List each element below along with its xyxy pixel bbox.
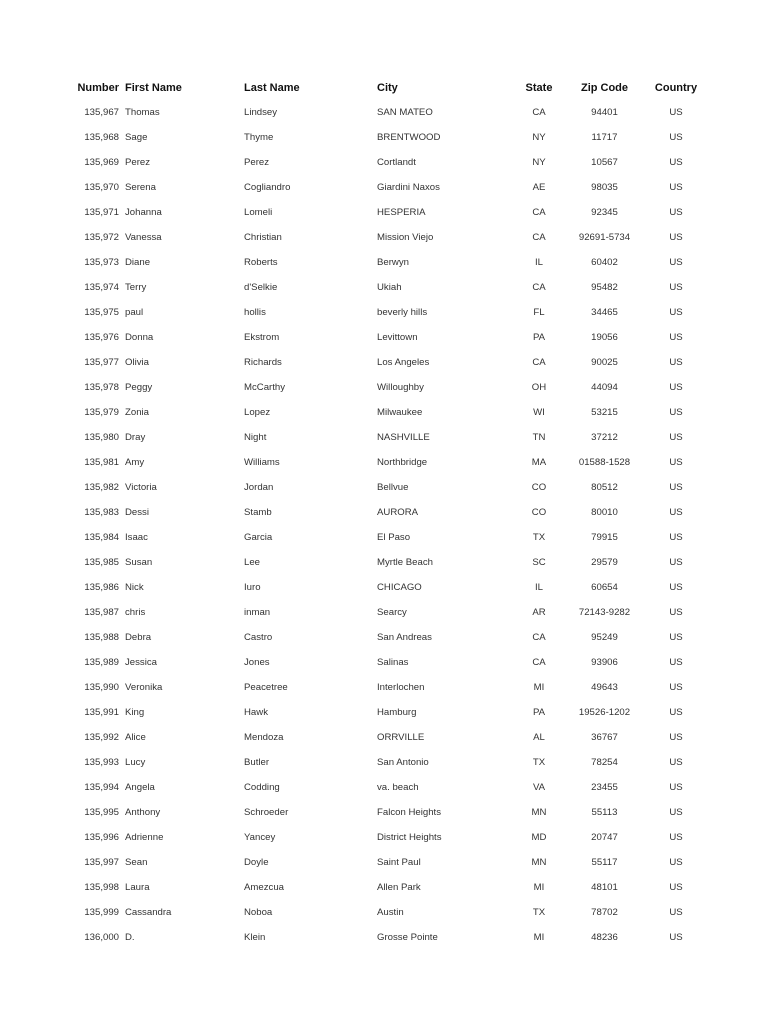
cell-state: CA bbox=[532, 107, 546, 118]
cell-number: 136,000 bbox=[84, 932, 119, 943]
cell-last-name: Iuro bbox=[244, 582, 261, 593]
cell-last-name: Garcia bbox=[244, 532, 273, 543]
cell-state: CO bbox=[531, 482, 547, 493]
cell-state: NY bbox=[532, 132, 546, 143]
header-city: City bbox=[377, 81, 398, 94]
cell-city: Allen Park bbox=[377, 882, 421, 893]
cell-first-name: Cassandra bbox=[125, 907, 172, 918]
cell-first-name: Susan bbox=[125, 557, 153, 568]
table-row bbox=[64, 450, 707, 475]
cell-zip-code: 48236 bbox=[591, 932, 618, 943]
header-zip-code: Zip Code bbox=[580, 81, 629, 94]
cell-country: US bbox=[669, 132, 683, 143]
table-row bbox=[64, 850, 707, 875]
cell-state: AL bbox=[533, 732, 545, 743]
cell-state: CA bbox=[532, 632, 546, 643]
table-row bbox=[64, 700, 707, 725]
cell-number: 135,993 bbox=[84, 757, 119, 768]
table-row bbox=[64, 575, 707, 600]
cell-zip-code: 80512 bbox=[591, 482, 618, 493]
cell-city: Interlochen bbox=[377, 682, 425, 693]
cell-zip-code: 48101 bbox=[591, 882, 618, 893]
table-row bbox=[64, 650, 707, 675]
cell-city: va. beach bbox=[377, 782, 419, 793]
cell-state: VA bbox=[532, 782, 546, 793]
cell-first-name: Victoria bbox=[125, 482, 157, 493]
cell-number: 135,999 bbox=[84, 907, 119, 918]
cell-country: US bbox=[669, 782, 683, 793]
cell-zip-code: 20747 bbox=[591, 832, 618, 843]
cell-zip-code: 94401 bbox=[591, 107, 618, 118]
cell-number: 135,973 bbox=[84, 257, 119, 268]
cell-country: US bbox=[669, 207, 683, 218]
cell-last-name: Klein bbox=[244, 932, 266, 943]
cell-first-name: chris bbox=[125, 607, 146, 618]
cell-number: 135,982 bbox=[84, 482, 119, 493]
table-row bbox=[64, 675, 707, 700]
cell-first-name: Anthony bbox=[125, 807, 161, 818]
cell-country: US bbox=[669, 157, 683, 168]
cell-zip-code: 34465 bbox=[591, 307, 618, 318]
cell-first-name: Alice bbox=[125, 732, 146, 743]
cell-city: Los Angeles bbox=[377, 357, 430, 368]
cell-country: US bbox=[669, 257, 683, 268]
cell-city: Levittown bbox=[377, 332, 418, 343]
cell-country: US bbox=[669, 882, 683, 893]
cell-city: Milwaukee bbox=[377, 407, 423, 418]
cell-zip-code: 19526-1202 bbox=[578, 707, 631, 718]
cell-city: Willoughby bbox=[377, 382, 424, 393]
cell-last-name: inman bbox=[244, 607, 271, 618]
cell-state: MN bbox=[531, 807, 547, 818]
table-row bbox=[64, 300, 707, 325]
cell-city: NASHVILLE bbox=[377, 432, 430, 443]
table-row bbox=[64, 150, 707, 175]
cell-last-name: Mendoza bbox=[244, 732, 284, 743]
cell-state: MA bbox=[531, 457, 547, 468]
header-last-name: Last Name bbox=[244, 81, 300, 94]
table-row bbox=[64, 900, 707, 925]
cell-zip-code: 60654 bbox=[591, 582, 618, 593]
cell-zip-code: 01588-1528 bbox=[578, 457, 631, 468]
table-row bbox=[64, 525, 707, 550]
cell-last-name: hollis bbox=[244, 307, 266, 318]
cell-first-name: paul bbox=[125, 307, 144, 318]
cell-state: CA bbox=[532, 232, 546, 243]
cell-first-name: Peggy bbox=[125, 382, 153, 393]
cell-zip-code: 92345 bbox=[591, 207, 618, 218]
cell-city: CHICAGO bbox=[377, 582, 422, 593]
customer-table bbox=[64, 75, 707, 950]
cell-country: US bbox=[669, 407, 683, 418]
cell-city: Grosse Pointe bbox=[377, 932, 438, 943]
cell-number: 135,975 bbox=[84, 307, 119, 318]
cell-state: NY bbox=[532, 157, 546, 168]
cell-first-name: Debra bbox=[125, 632, 152, 643]
cell-zip-code: 92691-5734 bbox=[578, 232, 631, 243]
cell-last-name: Cogliandro bbox=[244, 182, 291, 193]
cell-first-name: Terry bbox=[125, 282, 147, 293]
cell-city: Giardini Naxos bbox=[377, 182, 440, 193]
cell-country: US bbox=[669, 657, 683, 668]
cell-first-name: Donna bbox=[125, 332, 154, 343]
cell-zip-code: 95249 bbox=[591, 632, 618, 643]
cell-number: 135,992 bbox=[84, 732, 119, 743]
cell-number: 135,988 bbox=[84, 632, 119, 643]
cell-first-name: Veronika bbox=[125, 682, 163, 693]
cell-city: Myrtle Beach bbox=[377, 557, 433, 568]
cell-number: 135,991 bbox=[84, 707, 119, 718]
cell-last-name: Schroeder bbox=[244, 807, 289, 818]
cell-country: US bbox=[669, 457, 683, 468]
cell-number: 135,984 bbox=[84, 532, 119, 543]
header-state: State bbox=[525, 81, 553, 94]
cell-number: 135,981 bbox=[84, 457, 119, 468]
cell-first-name: Perez bbox=[125, 157, 151, 168]
cell-zip-code: 49643 bbox=[591, 682, 618, 693]
cell-state: TN bbox=[532, 432, 546, 443]
cell-country: US bbox=[669, 232, 683, 243]
cell-state: MI bbox=[533, 932, 545, 943]
cell-country: US bbox=[669, 182, 683, 193]
cell-country: US bbox=[669, 857, 683, 868]
cell-country: US bbox=[669, 532, 683, 543]
cell-state: MD bbox=[531, 832, 547, 843]
cell-state: CA bbox=[532, 657, 546, 668]
cell-last-name: Christian bbox=[244, 232, 282, 243]
cell-last-name: Lee bbox=[244, 557, 261, 568]
cell-country: US bbox=[669, 707, 683, 718]
cell-state: PA bbox=[532, 332, 546, 343]
cell-city: beverly hills bbox=[377, 307, 428, 318]
table-body bbox=[64, 100, 707, 950]
cell-city: ORRVILLE bbox=[377, 732, 425, 743]
table-row bbox=[64, 350, 707, 375]
table-row bbox=[64, 925, 707, 950]
cell-last-name: Peacetree bbox=[244, 682, 288, 693]
cell-city: Falcon Heights bbox=[377, 807, 441, 818]
cell-country: US bbox=[669, 557, 683, 568]
cell-number: 135,976 bbox=[84, 332, 119, 343]
cell-last-name: Hawk bbox=[244, 707, 268, 718]
table-row bbox=[64, 475, 707, 500]
cell-city: Hamburg bbox=[377, 707, 417, 718]
cell-number: 135,977 bbox=[84, 357, 119, 368]
cell-number: 135,968 bbox=[84, 132, 119, 143]
cell-first-name: Dessi bbox=[125, 507, 149, 518]
table-row bbox=[64, 125, 707, 150]
cell-last-name: Noboa bbox=[244, 907, 273, 918]
table-row bbox=[64, 400, 707, 425]
cell-country: US bbox=[669, 307, 683, 318]
cell-number: 135,974 bbox=[84, 282, 119, 293]
cell-last-name: Richards bbox=[244, 357, 282, 368]
cell-country: US bbox=[669, 432, 683, 443]
cell-zip-code: 60402 bbox=[591, 257, 618, 268]
cell-first-name: Thomas bbox=[125, 107, 160, 118]
cell-last-name: Lindsey bbox=[244, 107, 278, 118]
cell-number: 135,986 bbox=[84, 582, 119, 593]
cell-city: Ukiah bbox=[377, 282, 402, 293]
cell-zip-code: 72143-9282 bbox=[578, 607, 631, 618]
cell-country: US bbox=[669, 832, 683, 843]
table-row bbox=[64, 550, 707, 575]
cell-first-name: Angela bbox=[125, 782, 155, 793]
cell-state: MI bbox=[533, 682, 545, 693]
cell-last-name: Lomeli bbox=[244, 207, 273, 218]
cell-zip-code: 23455 bbox=[591, 782, 618, 793]
cell-first-name: Olivia bbox=[125, 357, 149, 368]
cell-number: 135,987 bbox=[84, 607, 119, 618]
cell-state: MI bbox=[533, 882, 545, 893]
cell-last-name: Thyme bbox=[244, 132, 274, 143]
cell-city: Bellvue bbox=[377, 482, 409, 493]
cell-last-name: Stamb bbox=[244, 507, 272, 518]
cell-country: US bbox=[669, 632, 683, 643]
cell-number: 135,983 bbox=[84, 507, 119, 518]
cell-last-name: Castro bbox=[244, 632, 273, 643]
cell-last-name: McCarthy bbox=[244, 382, 286, 393]
cell-last-name: Amezcua bbox=[244, 882, 284, 893]
table-row bbox=[64, 325, 707, 350]
cell-state: IL bbox=[534, 257, 543, 268]
cell-number: 135,969 bbox=[84, 157, 119, 168]
header-number: Number bbox=[77, 81, 119, 94]
cell-zip-code: 78702 bbox=[591, 907, 618, 918]
cell-state: WI bbox=[533, 407, 545, 418]
cell-city: El Paso bbox=[377, 532, 411, 543]
cell-last-name: Roberts bbox=[244, 257, 278, 268]
cell-first-name: Sage bbox=[125, 132, 148, 143]
cell-city: Cortlandt bbox=[377, 157, 416, 168]
cell-state: MN bbox=[531, 857, 547, 868]
table-row bbox=[64, 875, 707, 900]
cell-number: 135,971 bbox=[84, 207, 119, 218]
cell-city: BRENTWOOD bbox=[377, 132, 441, 143]
cell-country: US bbox=[669, 357, 683, 368]
cell-first-name: Laura bbox=[125, 882, 150, 893]
cell-country: US bbox=[669, 682, 683, 693]
cell-zip-code: 44094 bbox=[591, 382, 618, 393]
header-first-name: First Name bbox=[125, 81, 182, 94]
cell-number: 135,967 bbox=[84, 107, 119, 118]
header-country: Country bbox=[654, 81, 698, 94]
cell-first-name: Adrienne bbox=[125, 832, 164, 843]
table-row bbox=[64, 250, 707, 275]
cell-zip-code: 10567 bbox=[591, 157, 618, 168]
cell-country: US bbox=[669, 757, 683, 768]
cell-city: San Antonio bbox=[377, 757, 429, 768]
cell-zip-code: 11717 bbox=[591, 132, 618, 143]
cell-last-name: Night bbox=[244, 432, 267, 443]
table-row bbox=[64, 425, 707, 450]
cell-country: US bbox=[669, 607, 683, 618]
cell-country: US bbox=[669, 582, 683, 593]
cell-first-name: Dray bbox=[125, 432, 146, 443]
cell-zip-code: 78254 bbox=[591, 757, 618, 768]
cell-city: San Andreas bbox=[377, 632, 432, 643]
header-row bbox=[64, 75, 707, 100]
cell-country: US bbox=[669, 807, 683, 818]
cell-state: CA bbox=[532, 207, 546, 218]
cell-first-name: King bbox=[125, 707, 145, 718]
cell-number: 135,997 bbox=[84, 857, 119, 868]
cell-city: SAN MATEO bbox=[377, 107, 433, 118]
cell-last-name: Yancey bbox=[244, 832, 276, 843]
cell-first-name: Johanna bbox=[125, 207, 162, 218]
cell-first-name: Jessica bbox=[125, 657, 157, 668]
cell-number: 135,970 bbox=[84, 182, 119, 193]
table-row bbox=[64, 775, 707, 800]
cell-first-name: Isaac bbox=[125, 532, 148, 543]
table-row bbox=[64, 500, 707, 525]
cell-number: 135,996 bbox=[84, 832, 119, 843]
cell-city: Searcy bbox=[377, 607, 407, 618]
cell-last-name: Jordan bbox=[244, 482, 274, 493]
cell-city: HESPERIA bbox=[377, 207, 426, 218]
cell-country: US bbox=[669, 507, 683, 518]
cell-number: 135,978 bbox=[84, 382, 119, 393]
cell-number: 135,998 bbox=[84, 882, 119, 893]
cell-first-name: Sean bbox=[125, 857, 148, 868]
cell-zip-code: 90025 bbox=[591, 357, 618, 368]
cell-country: US bbox=[669, 107, 683, 118]
cell-state: OH bbox=[531, 382, 547, 393]
cell-zip-code: 55117 bbox=[591, 857, 618, 868]
cell-last-name: Ekstrom bbox=[244, 332, 280, 343]
cell-number: 135,980 bbox=[84, 432, 119, 443]
cell-first-name: Nick bbox=[125, 582, 144, 593]
cell-zip-code: 29579 bbox=[591, 557, 618, 568]
cell-city: AURORA bbox=[377, 507, 419, 518]
cell-zip-code: 79915 bbox=[591, 532, 618, 543]
cell-zip-code: 98035 bbox=[591, 182, 618, 193]
cell-city: Mission Viejo bbox=[377, 232, 434, 243]
table-row bbox=[64, 825, 707, 850]
cell-first-name: Diane bbox=[125, 257, 151, 268]
cell-city: Salinas bbox=[377, 657, 409, 668]
cell-zip-code: 80010 bbox=[591, 507, 618, 518]
cell-country: US bbox=[669, 907, 683, 918]
cell-state: FL bbox=[533, 307, 545, 318]
table-row bbox=[64, 800, 707, 825]
cell-number: 135,972 bbox=[84, 232, 119, 243]
cell-state: AE bbox=[532, 182, 546, 193]
cell-zip-code: 36767 bbox=[591, 732, 618, 743]
cell-zip-code: 37212 bbox=[591, 432, 618, 443]
cell-last-name: Perez bbox=[244, 157, 270, 168]
cell-last-name: Codding bbox=[244, 782, 280, 793]
cell-last-name: Jones bbox=[244, 657, 270, 668]
cell-state: IL bbox=[534, 582, 543, 593]
cell-city: Berwyn bbox=[377, 257, 409, 268]
cell-zip-code: 95482 bbox=[591, 282, 618, 293]
cell-state: TX bbox=[532, 532, 546, 543]
cell-state: CA bbox=[532, 282, 546, 293]
cell-first-name: Amy bbox=[125, 457, 145, 468]
cell-last-name: d'Selkie bbox=[244, 282, 278, 293]
cell-state: PA bbox=[532, 707, 546, 718]
table-row bbox=[64, 725, 707, 750]
cell-state: AR bbox=[532, 607, 546, 618]
cell-first-name: Serena bbox=[125, 182, 156, 193]
cell-first-name: Zonia bbox=[125, 407, 149, 418]
table-row bbox=[64, 275, 707, 300]
table-row bbox=[64, 600, 707, 625]
cell-state: CO bbox=[531, 507, 547, 518]
table-row bbox=[64, 375, 707, 400]
table-row bbox=[64, 225, 707, 250]
table-row bbox=[64, 750, 707, 775]
cell-city: Northbridge bbox=[377, 457, 428, 468]
cell-number: 135,979 bbox=[84, 407, 119, 418]
cell-last-name: Doyle bbox=[244, 857, 269, 868]
cell-last-name: Lopez bbox=[244, 407, 271, 418]
cell-state: SC bbox=[532, 557, 546, 568]
cell-zip-code: 19056 bbox=[591, 332, 618, 343]
cell-number: 135,994 bbox=[84, 782, 119, 793]
cell-city: Saint Paul bbox=[377, 857, 421, 868]
cell-zip-code: 55113 bbox=[591, 807, 618, 818]
cell-country: US bbox=[669, 482, 683, 493]
cell-country: US bbox=[669, 732, 683, 743]
table-row bbox=[64, 100, 707, 125]
cell-number: 135,985 bbox=[84, 557, 119, 568]
cell-country: US bbox=[669, 932, 683, 943]
cell-number: 135,989 bbox=[84, 657, 119, 668]
cell-number: 135,990 bbox=[84, 682, 119, 693]
cell-number: 135,995 bbox=[84, 807, 119, 818]
table-row bbox=[64, 625, 707, 650]
cell-state: CA bbox=[532, 357, 546, 368]
cell-last-name: Williams bbox=[244, 457, 280, 468]
cell-zip-code: 93906 bbox=[591, 657, 618, 668]
cell-country: US bbox=[669, 382, 683, 393]
cell-country: US bbox=[669, 332, 683, 343]
cell-state: TX bbox=[532, 757, 546, 768]
cell-first-name: D. bbox=[125, 932, 135, 943]
cell-zip-code: 53215 bbox=[591, 407, 618, 418]
cell-city: District Heights bbox=[377, 832, 442, 843]
cell-first-name: Vanessa bbox=[125, 232, 162, 243]
cell-first-name: Lucy bbox=[125, 757, 146, 768]
cell-last-name: Butler bbox=[244, 757, 270, 768]
table-row bbox=[64, 175, 707, 200]
table-row bbox=[64, 200, 707, 225]
cell-country: US bbox=[669, 282, 683, 293]
cell-city: Austin bbox=[377, 907, 404, 918]
cell-state: TX bbox=[532, 907, 546, 918]
